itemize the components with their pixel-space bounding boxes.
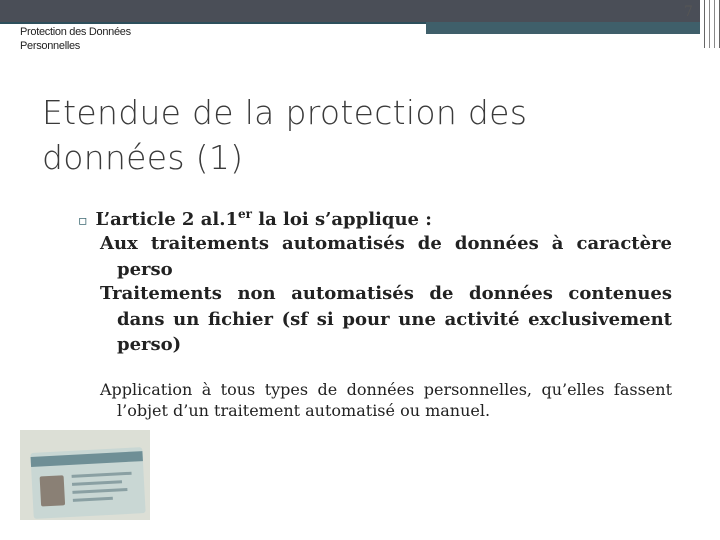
main-bullet [78, 202, 678, 233]
right-rail [700, 0, 720, 540]
header-rule [0, 22, 426, 24]
section-label [20, 25, 180, 53]
subitem-automated [100, 231, 672, 282]
subitem-text: Aux traitements automatisés de données à caractère perso [100, 233, 672, 280]
rail-decoration [704, 0, 720, 48]
title-line1: Etendue de la protection des [42, 93, 528, 132]
title-line2: données (1) [42, 138, 244, 177]
page-number: 7 [684, 4, 693, 20]
section-label-line2: Personnelles [20, 40, 80, 52]
bullet-superscript: er [238, 207, 252, 221]
section-label-line1: Protection des Données [20, 26, 131, 38]
top-bar [0, 0, 700, 22]
note-text: Application à tous types de données personnelles, qu’elles fassent l’objet d’un traitement automatisé ou manuel. [100, 380, 672, 420]
subitem-text: Traitements non automatisés de données contenues dans un fichier (sf si pour une activité exclusivement perso) [100, 283, 672, 355]
id-card-photo [20, 430, 150, 520]
bullet-text-start: L’article 2 al.1 [95, 209, 239, 230]
subitem-non-automated [100, 281, 672, 357]
header-accent-block [426, 22, 700, 34]
bullet-marker: ▫ [78, 213, 88, 229]
slide-title [42, 90, 602, 180]
bullet-text-end: la loi s’applique : [251, 209, 432, 230]
application-note [100, 379, 672, 421]
id-card-image [30, 447, 145, 519]
